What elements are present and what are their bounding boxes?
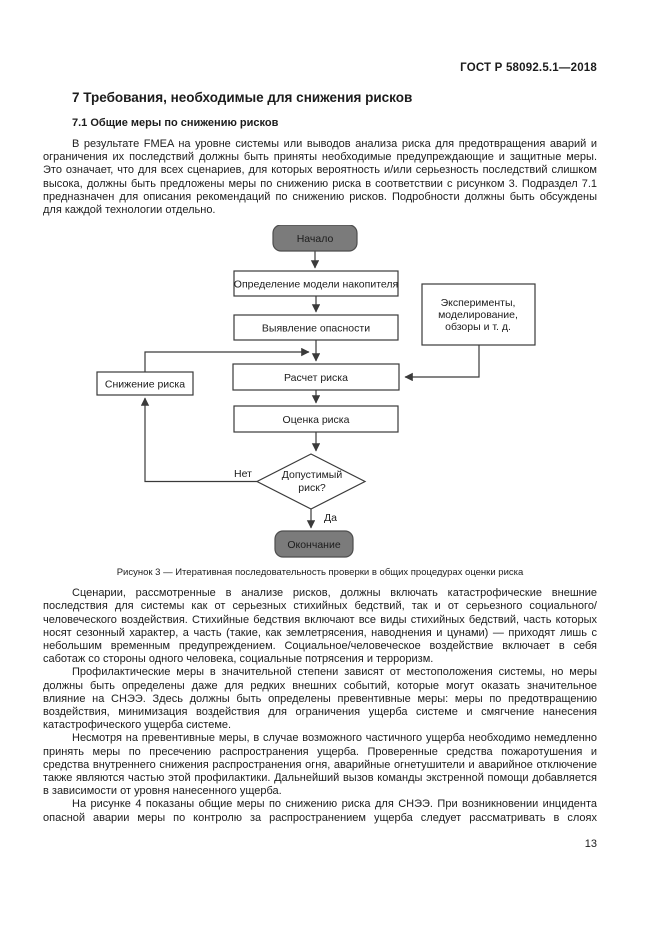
risk-reduction-label: Снижение риска <box>104 378 186 391</box>
flowchart-svg <box>0 225 661 561</box>
paragraph-1: В результате FMEA на уровне системы или выводов анализа риска для предотвращения аварий и ограничения их последствий должны быть приняты необходимые предупреждающие и защитные меры. Это означает, что для всех сценариев, для которых вероятность и/или серьезность последствий слишком высока, должны быть предложены меры по снижению риска в соответствии с рисунком 3. Подраздел 7.1 предназначен для описания рекомендаций по снижению рисков. Подробности должны быть обсуждены для каждой технологии отдельно. <box>43 138 597 217</box>
section-heading: 7 Требования, необходимые для снижения рисков <box>72 90 413 105</box>
flowchart-figure <box>0 225 661 561</box>
document-number: ГОСТ Р 58092.5.1—2018 <box>460 62 597 74</box>
define-model-label: Определение модели накопителя <box>233 278 399 291</box>
yes-edge-label: Да <box>324 512 337 525</box>
arrow-experiments-to-calc <box>405 345 479 377</box>
decision-label-1: Допустимый <box>281 469 343 482</box>
experiments-label-1: Эксперименты, <box>440 297 516 310</box>
end-node-label: Окончание <box>287 539 341 552</box>
paragraph-4: Несмотря на превентивные меры, в случае возможного частичного ущерба необходимо немедленно принять меры по пресечению распространения ущерба. Проверенные средства пожаротушения и средства внутреннего снижения распространения огня, аварийные огнетушители и аварийное отключение также являются частью этой профилактики. Дальнейший вызов команды экстренной помощи добавляется в зависимости от уровня нанесенного ущерба. <box>43 732 597 798</box>
experiments-label-2: моделирование, <box>438 309 518 322</box>
paragraph-5: На рисунке 4 показаны общие меры по снижению риска для СНЭЭ. При возникновении инцидента опасной аварии меры по контролю за распространением ущерба следует рассматривать в слоях <box>43 798 597 824</box>
decision-label-2: риск? <box>298 482 326 495</box>
risk-eval-label: Оценка риска <box>282 414 350 427</box>
subsection-heading: 7.1 Общие меры по снижению рисков <box>72 117 279 129</box>
hazard-label: Выявление опасности <box>261 322 371 335</box>
experiments-label-3: обзоры и т. д. <box>445 321 511 334</box>
paragraph-3: Профилактические меры в значительной степени зависят от местоположения системы, но меры должны быть определены даже для редких внешних событий, которые могут оказать значительное влияние на СНЭЭ. Здесь должны быть определены превентивные меры: меры по предотвращению воздействия, минимизация воздействия для ограничения ущерба системе и смягчение нанесения катастрофического ущерба системе. <box>43 666 597 732</box>
start-node-label: Начало <box>296 233 334 246</box>
paragraph-2: Сценарии, рассмотренные в анализе рисков, должны включать катастрофические внешние последствия для системы как от серьезных стихийных бедствий, так и от серьезного социального/человеческого воздействия. Стихийные бедствия включают все виды стихийных бедствий, часть которых носят сезонный характер, а часть (такие, как землетрясения, наводнения и цунами) — приходят лишь с небольшим временным предупреждением. Социальное/человеческое воздействие включает в себя саботаж со стороны одного человека, социальные потрясения и терроризм. <box>43 587 597 666</box>
risk-calc-label: Расчет риска <box>284 372 348 385</box>
no-edge-label: Нет <box>234 468 252 481</box>
figure-caption: Рисунок 3 — Итеративная последовательность проверки в общих процедурах оценки риска <box>116 567 524 579</box>
page-number: 13 <box>584 838 597 850</box>
